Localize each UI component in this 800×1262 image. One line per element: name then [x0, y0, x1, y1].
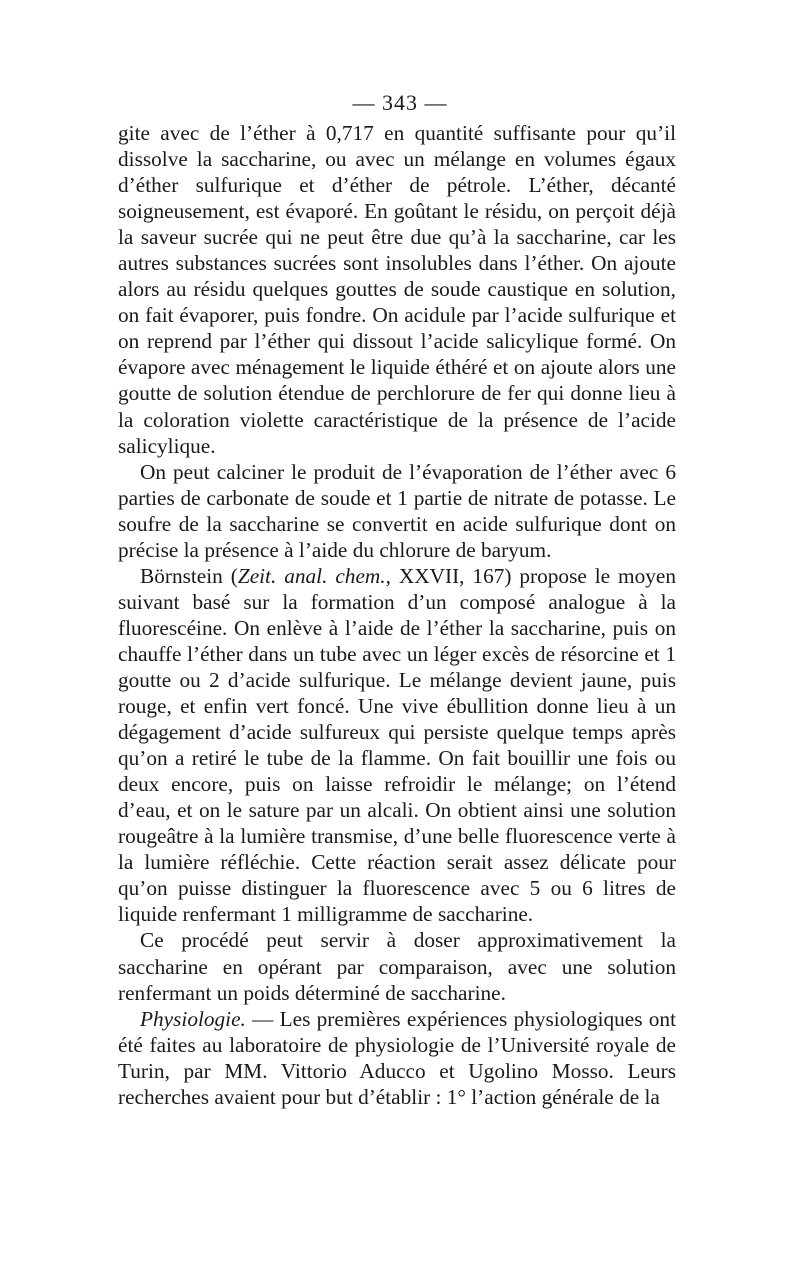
page-number: — 343 — — [352, 90, 448, 115]
paragraph-5 — [118, 1006, 676, 1110]
paragraph-2: On peut calciner le produit de l’évaporation de l’éther avec 6 parties de carbonate de soude et 1 partie de nitrate de potasse. Le soufre de la saccharine se convertit en acide sulfurique dont on précise la présence à l’aide du chlorure de baryum. — [118, 459, 676, 562]
section-heading-physiologie: Physiologie. — [140, 1006, 246, 1031]
citation-journal: Zeit. anal. chem. — [237, 563, 386, 588]
paragraph-3-text: , XXVII, 167) propose le moyen suivant basé sur la formation d’un composé analogue à la fluorescéine. On enlève à l’aide de l’éther la saccharine, puis on chauffe l’éther dans un tube avec un léger excès de résorcine et 1 goutte ou 2 d’acide sulfurique. Le mélange devient jaune, puis rouge, et enfin vert foncé. Une vive ébullition donne lieu à un dégagement d’acide sulfureux qui persiste quelque temps après qu’on a retiré le tube de la flamme. On fait bouillir une fois ou deux encore, puis on laisse refroidir le mélange; on l’étend d’eau, et on le sature par un alcali. On obtient ainsi une solution rougeâtre à la lumière transmise, d’une belle fluorescence verte à la lumière réfléchie. Cette réaction serait assez délicate pour qu’on puisse distinguer la fluorescence avec 5 ou 6 litres de liquide renfermant 1 milligramme de saccharine. — [118, 563, 677, 927]
body-text — [118, 120, 676, 1110]
paragraph-1: gite avec de l’éther à 0,717 en quantité suffisante pour qu’il dissolve la saccharine, ou avec un mélange en volumes égaux d’éther sulfurique et d’éther de pétrole. L’éther, décanté soigneusement, est évaporé. En goûtant le résidu, on perçoit déjà la saveur sucrée qui ne peut être due qu’à la saccharine, car les autres substances sucrées sont insolubles dans l’éther. On ajoute alors au résidu quelques gouttes de soude caustique en solution, on fait évaporer, puis fondre. On acidule par l’acide sulfurique et on reprend par l’éther qui dissout l’acide salicylique formé. On évapore avec ménagement le liquide éthéré et on ajoute alors une goutte de solution étendue de perchlorure de fer qui donne lieu à la coloration violette caractéristique de la présence de l’acide salicylique. — [118, 121, 676, 458]
paragraph-3 — [118, 563, 676, 928]
paragraph-3-lead: Börnstein ( — [140, 563, 238, 588]
paragraph-5-text: — Les premières expériences physiologiques ont été faites au laboratoire de physiologie de l’Université royale de Turin, par MM. Vittorio Aducco et Ugolino Mosso. Leurs recherches avaient pour but d’établir : 1° l’action générale de la — [118, 1006, 676, 1109]
paragraph-4: Ce procédé peut servir à doser approximativement la saccharine en opérant par comparaison, avec une solution renfermant un poids déterminé de saccharine. — [118, 928, 676, 1005]
